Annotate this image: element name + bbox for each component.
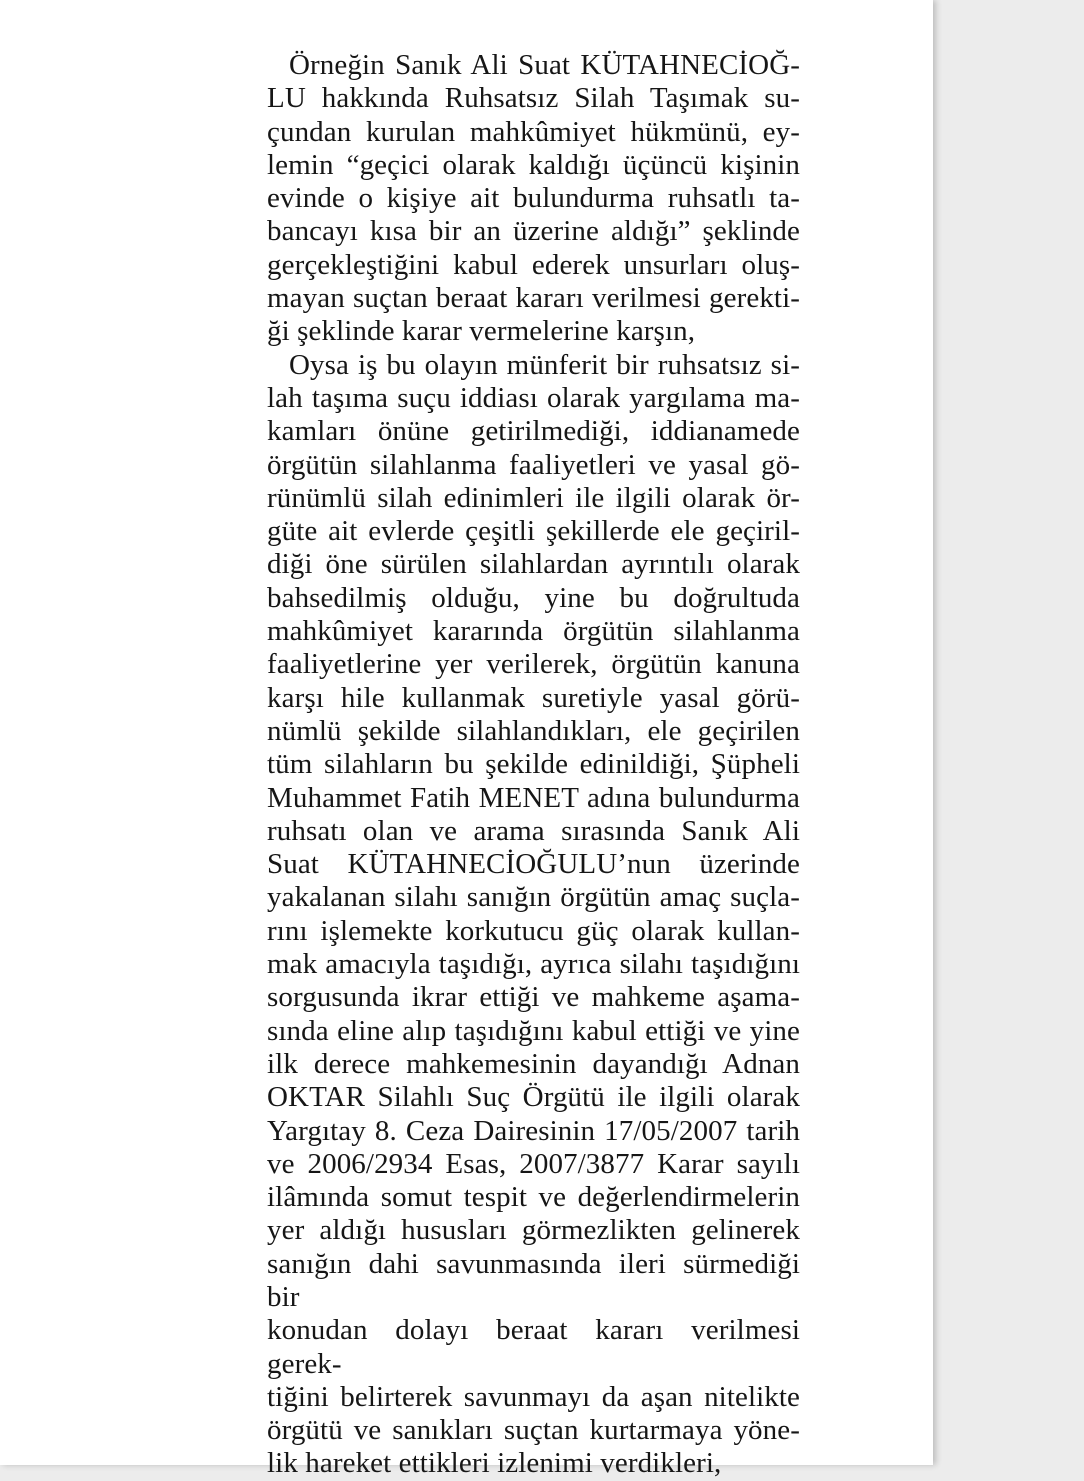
paragraph <box>267 49 800 349</box>
text-line: sında eline alıp taşıdığını kabul ettiği ve yine <box>267 1014 800 1047</box>
text-line: ruhsatı olan ve arama sırasında Sanık Ali <box>267 814 800 847</box>
text-line: OKTAR Silahlı Suç Örgütü ile ilgili olarak <box>267 1081 800 1114</box>
text-line: çundan kurulan mahkûmiyet hükmünü, ey- <box>267 115 800 148</box>
text-line: örgütü ve sanıkları suçtan kurtarmaya yöne- <box>267 1414 800 1447</box>
text-line: rünümlü silah edinimleri ile ilgili olarak ör- <box>267 481 800 514</box>
text-line: tüm silahların bu şekilde edinildiği, Şüpheli <box>267 748 800 781</box>
text-line: yer aldığı hususları görmezlikten gelinerek <box>267 1214 800 1247</box>
text-line: Yargıtay 8. Ceza Dairesinin 17/05/2007 tarih <box>267 1114 800 1147</box>
text-line: güte ait evlerde çeşitli şekillerde ele geçiril- <box>267 515 800 548</box>
text-line: konudan dolayı beraat kararı verilmesi gerek- <box>267 1314 800 1380</box>
text-line: mak amacıyla taşıdığı, ayrıca silahı taşıdığını <box>267 948 800 981</box>
text-line: Suat KÜTAHNECİOĞULU’nun üzerinde <box>267 848 800 881</box>
text-line: ve 2006/2934 Esas, 2007/3877 Karar sayılı <box>267 1147 800 1180</box>
text-line: karşı hile kullanmak suretiyle yasal görü- <box>267 681 800 714</box>
text-line: lik hareket ettikleri izlenimi verdikleri, <box>267 1447 722 1480</box>
text-line: bancayı kısa bir an üzerine aldığı” şeklinde <box>267 215 800 248</box>
text-line: Oysa iş bu olayın münferit bir ruhsatsız si- <box>289 348 800 381</box>
text-line: faaliyetlerine yer verilerek, örgütün kanuna <box>267 648 800 681</box>
text-line: evinde o kişiye ait bulundurma ruhsatlı ta- <box>267 182 800 215</box>
text-column <box>267 49 800 1481</box>
text-line: lemin “geçici olarak kaldığı üçüncü kişinin <box>267 148 800 181</box>
text-line: tiğini belirterek savunmayı da aşan nitelikte <box>267 1380 800 1413</box>
text-line: diği öne sürülen silahlardan ayrıntılı olarak <box>267 548 800 581</box>
text-line: ilk derece mahkemesinin dayandığı Adnan <box>267 1047 800 1080</box>
text-line: LU hakkında Ruhsatsız Silah Taşımak su- <box>267 82 800 115</box>
paragraph <box>267 349 800 1481</box>
text-line: Örneğin Sanık Ali Suat KÜTAHNECİOĞ- <box>289 49 800 81</box>
text-line: mahkûmiyet kararında örgütün silahlanma <box>267 615 800 648</box>
text-line: gerçekleştiğini kabul ederek unsurları oluş- <box>267 248 800 281</box>
text-line: mayan suçtan beraat kararı verilmesi gerekti- <box>267 282 800 315</box>
text-line: yakalanan silahı sanığın örgütün amaç suçla- <box>267 881 800 914</box>
text-line: kamları önüne getirilmediği, iddianamede <box>267 415 800 448</box>
text-line: rını işlemekte korkutucu güç olarak kullan- <box>267 914 800 947</box>
text-line: sanığın dahi savunmasında ileri sürmediği bir <box>267 1247 800 1313</box>
text-line: ilâmında somut tespit ve değerlendirmelerin <box>267 1181 800 1214</box>
text-line: lah taşıma suçu iddiası olarak yargılama ma- <box>267 381 800 414</box>
text-line: nümlü şekilde silahlandıkları, ele geçirilen <box>267 714 800 747</box>
text-line: örgütün silahlanma faaliyetleri ve yasal gö- <box>267 448 800 481</box>
text-line: sorgusunda ikrar ettiği ve mahkeme aşama- <box>267 981 800 1014</box>
text-line: Muhammet Fatih MENET adına bulundurma <box>267 781 800 814</box>
text-line: ği şeklinde karar vermelerine karşın, <box>267 315 696 348</box>
text-line: bahsedilmiş olduğu, yine bu doğrultuda <box>267 581 800 614</box>
